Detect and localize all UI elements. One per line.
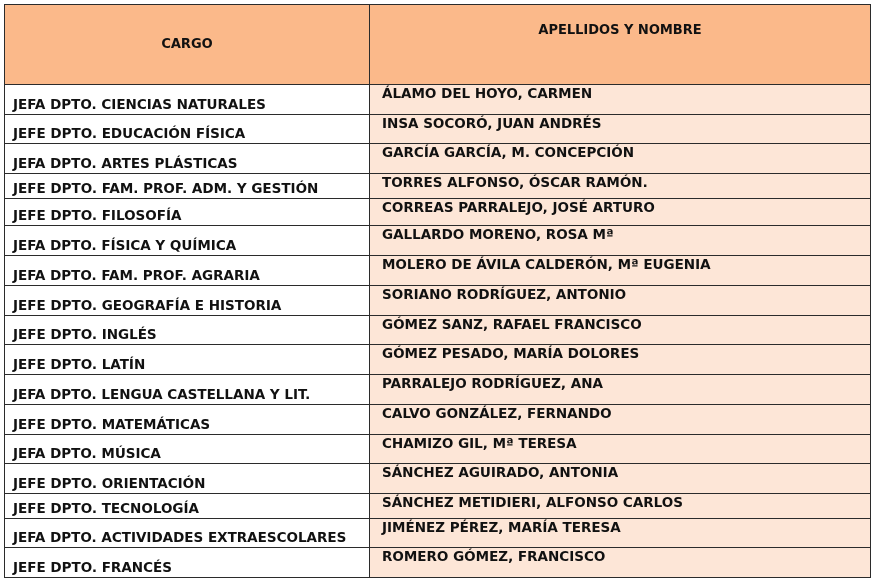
table-row [5, 548, 871, 578]
cargo-cell: JEFE DPTO. FILOSOFÍA [5, 199, 370, 226]
cargo-cell: JEFE DPTO. TECNOLOGÍA [5, 494, 370, 519]
header-cargo: CARGO [5, 5, 370, 85]
staff-table [4, 4, 871, 578]
cargo-cell: JEFE DPTO. FAM. PROF. ADM. Y GESTIÓN [5, 174, 370, 199]
cargo-cell: JEFA DPTO. ARTES PLÁSTICAS [5, 144, 370, 174]
table-row [5, 464, 871, 494]
table-row [5, 115, 871, 144]
cargo-cell: JEFA DPTO. FÍSICA Y QUÍMICA [5, 226, 370, 256]
nombre-cell: JIMÉNEZ PÉREZ, MARÍA TERESA [370, 519, 871, 548]
nombre-cell: INSA SOCORÓ, JUAN ANDRÉS [370, 115, 871, 144]
header-nombre: APELLIDOS Y NOMBRE [370, 5, 871, 85]
table-row [5, 405, 871, 435]
cargo-cell: JEFA DPTO. MÚSICA [5, 435, 370, 464]
nombre-cell: ÁLAMO DEL HOYO, CARMEN [370, 85, 871, 115]
cargo-cell: JEFA DPTO. CIENCIAS NATURALES [5, 85, 370, 115]
table-header [5, 5, 871, 85]
nombre-cell: GÓMEZ SANZ, RAFAEL FRANCISCO [370, 316, 871, 345]
table-row [5, 286, 871, 316]
table-row [5, 226, 871, 256]
nombre-cell: TORRES ALFONSO, ÓSCAR RAMÓN. [370, 174, 871, 199]
nombre-cell: CHAMIZO GIL, Mª TERESA [370, 435, 871, 464]
table-row [5, 85, 871, 115]
table-row [5, 345, 871, 375]
nombre-cell: CALVO GONZÁLEZ, FERNANDO [370, 405, 871, 435]
table-row [5, 519, 871, 548]
cargo-cell: JEFE DPTO. INGLÉS [5, 316, 370, 345]
table-row [5, 375, 871, 405]
cargo-cell: JEFE DPTO. EDUCACIÓN FÍSICA [5, 115, 370, 144]
nombre-cell: GALLARDO MORENO, ROSA Mª [370, 226, 871, 256]
table-row [5, 144, 871, 174]
table-row [5, 316, 871, 345]
nombre-cell: GARCÍA GARCÍA, M. CONCEPCIÓN [370, 144, 871, 174]
cargo-cell: JEFE DPTO. FRANCÉS [5, 548, 370, 578]
nombre-cell: PARRALEJO RODRÍGUEZ, ANA [370, 375, 871, 405]
cargo-cell: JEFE DPTO. ORIENTACIÓN [5, 464, 370, 494]
table-row [5, 435, 871, 464]
nombre-cell: ROMERO GÓMEZ, FRANCISCO [370, 548, 871, 578]
nombre-cell: MOLERO DE ÁVILA CALDERÓN, Mª EUGENIA [370, 256, 871, 286]
table-row [5, 199, 871, 226]
table-body [5, 85, 871, 578]
table-row [5, 494, 871, 519]
nombre-cell: CORREAS PARRALEJO, JOSÉ ARTURO [370, 199, 871, 226]
cargo-cell: JEFA DPTO. ACTIVIDADES EXTRAESCOLARES [5, 519, 370, 548]
nombre-cell: SORIANO RODRÍGUEZ, ANTONIO [370, 286, 871, 316]
nombre-cell: SÁNCHEZ METIDIERI, ALFONSO CARLOS [370, 494, 871, 519]
table-row [5, 174, 871, 199]
header-row [5, 5, 871, 85]
cargo-cell: JEFE DPTO. MATEMÁTICAS [5, 405, 370, 435]
table-row [5, 256, 871, 286]
cargo-cell: JEFE DPTO. LATÍN [5, 345, 370, 375]
cargo-cell: JEFA DPTO. FAM. PROF. AGRARIA [5, 256, 370, 286]
nombre-cell: SÁNCHEZ AGUIRADO, ANTONIA [370, 464, 871, 494]
nombre-cell: GÓMEZ PESADO, MARÍA DOLORES [370, 345, 871, 375]
cargo-cell: JEFA DPTO. LENGUA CASTELLANA Y LIT. [5, 375, 370, 405]
cargo-cell: JEFE DPTO. GEOGRAFÍA E HISTORIA [5, 286, 370, 316]
